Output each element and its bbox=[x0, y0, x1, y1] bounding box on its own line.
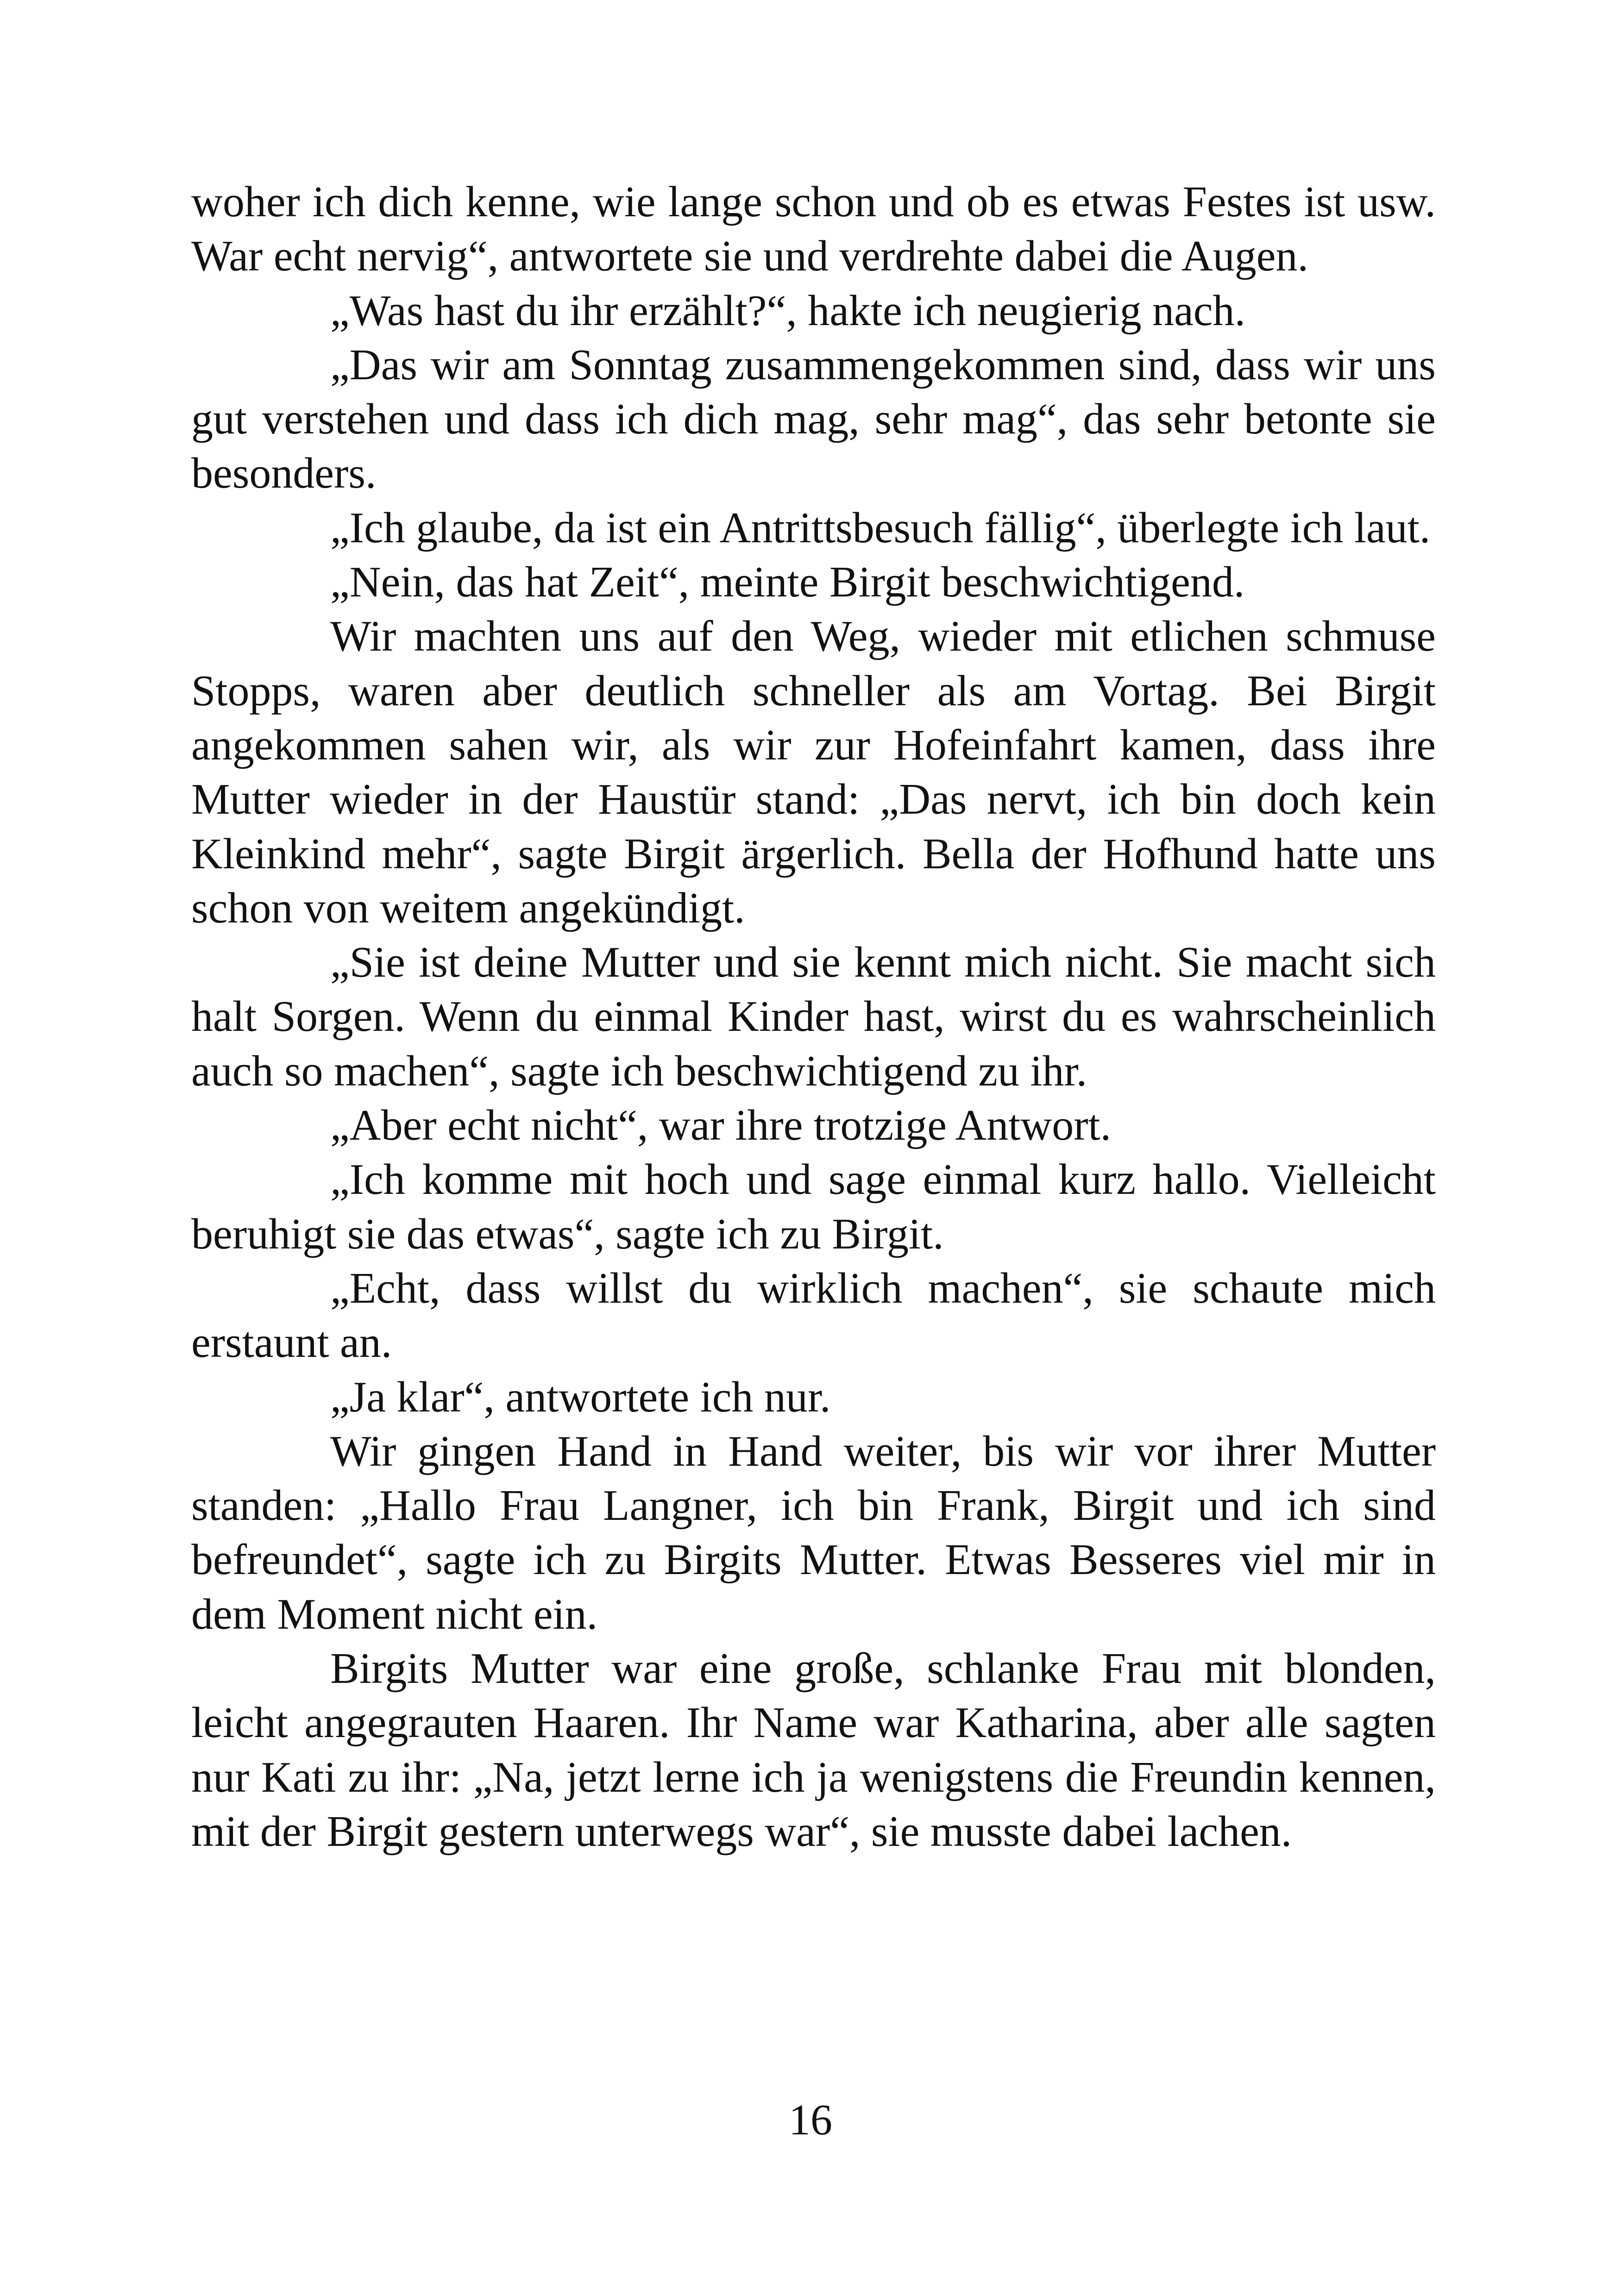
paragraph-12: Wir gingen Hand in Hand weiter, bis wir vor ihrer Mutter standen: „Hallo Frau Langner, ich bin Frank, Birgit und ich sind befreundet“, sagte ich zu Birgits Mutter. Etwas Besseres viel mir in dem Moment nicht ein. bbox=[191, 1427, 1436, 1638]
paragraph-4: „Ich glaube, da ist ein Antrittsbesuch fällig“, überlegte ich laut. bbox=[330, 503, 1431, 552]
paragraph-5: „Nein, das hat Zeit“, meinte Birgit beschwichtigend. bbox=[330, 558, 1245, 607]
paragraph-1: woher ich dich kenne, wie lange schon und ob es etwas Festes ist usw. War echt nervig“, antwortete sie und verdrehte dabei die Augen. bbox=[191, 178, 1436, 281]
paragraph-3: „Das wir am Sonntag zusammengekommen sind, dass wir uns gut verstehen und dass ich dich mag, sehr mag“, das sehr betonte sie besonders. bbox=[191, 340, 1436, 498]
paragraph-10: „Echt, dass willst du wirklich machen“, sie schaute mich erstaunt an. bbox=[191, 1264, 1436, 1367]
paragraph-7: „Sie ist deine Mutter und sie kennt mich nicht. Sie macht sich halt Sorgen. Wenn du einmal Kinder hast, wirst du es wahrscheinlich auch so machen“, sagte ich beschwichtigend zu ihr. bbox=[191, 938, 1436, 1095]
paragraph-6: Wir machten uns auf den Weg, wieder mit etlichen schmuse Stopps, waren aber deutlich schneller als am Vortag. Bei Birgit angekommen sahen wir, als wir zur Hofeinfahrt kamen, dass ihre Mutter wieder in der Haustür stand: „Das nervt, ich bin doch kein Kleinkind mehr“, sagte Birgit ärgerlich. Bella der Hofhund hatte uns schon von weitem angekündigt. bbox=[191, 612, 1436, 932]
paragraph-2: „Was hast du ihr erzählt?“, hakte ich neugierig nach. bbox=[330, 286, 1246, 335]
paragraph-8: „Aber echt nicht“, war ihre trotzige Antwort. bbox=[330, 1101, 1112, 1150]
paragraph-9: „Ich komme mit hoch und sage einmal kurz hallo. Vielleicht beruhigt sie das etwas“, sagte ich zu Birgit. bbox=[191, 1155, 1436, 1258]
page-number: 16 bbox=[789, 2096, 832, 2144]
paragraph-11: „Ja klar“, antwortete ich nur. bbox=[330, 1373, 831, 1421]
body-text bbox=[191, 175, 1436, 1859]
paragraph-13: Birgits Mutter war eine große, schlanke Frau mit blonden, leicht angegrauten Haaren. Ihr Name war Katharina, aber alle sagten nur Kati zu ihr: „Na, jetzt lerne ich ja wenigstens die Freundin kennen, mit der Birgit gestern unterwegs war“, sie musste dabei lachen. bbox=[191, 1644, 1436, 1856]
